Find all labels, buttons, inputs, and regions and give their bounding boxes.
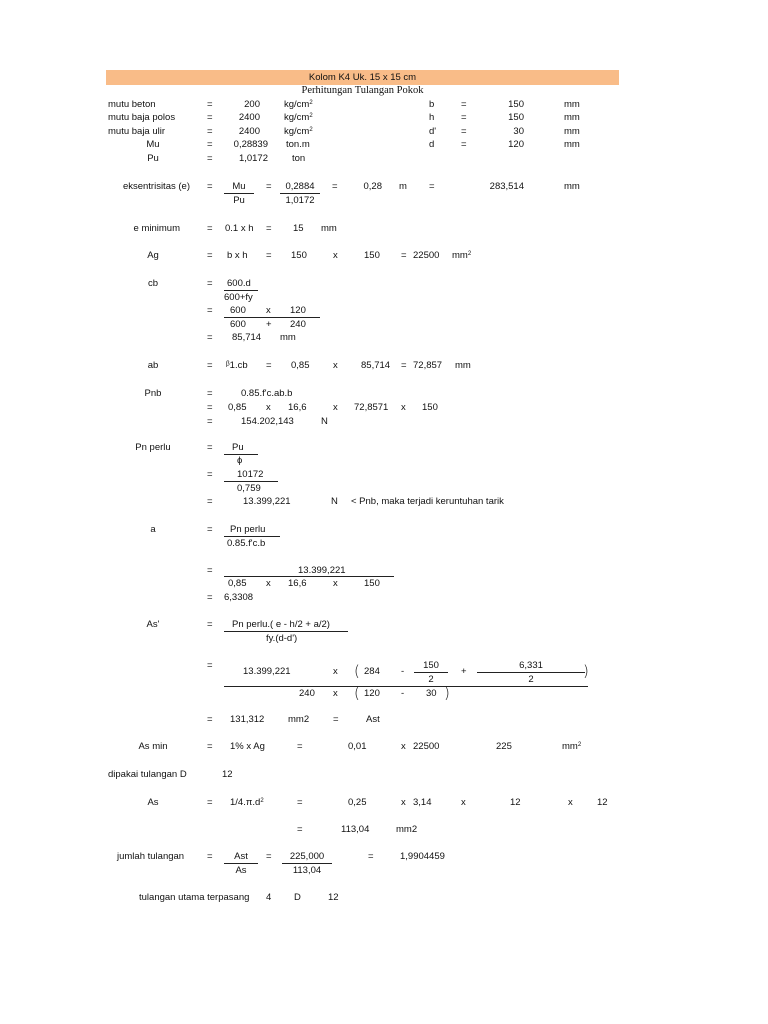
open-paren: ( [354,662,360,680]
fraction-line [224,481,278,482]
ab-cb: 85,714 [361,360,391,371]
cb-unit: mm [280,332,296,343]
cb-num: 600.d [227,278,251,289]
pn-num-value: 10172 [237,469,264,480]
eq-sign: = [207,153,213,164]
fraction-line [414,672,448,673]
emin-formula: 0.1 x h [225,223,254,234]
as-pi: 3,14 [413,797,432,808]
jumlah-num: Ast [234,851,248,862]
times-sign: x [333,360,338,371]
d-prime-value: 30 [513,126,524,137]
eq-sign: = [333,714,339,725]
emin-value: 15 [293,223,304,234]
cb-den: 600+fy [224,292,253,303]
eq-sign: = [461,126,467,137]
as-d2: 12 [597,797,608,808]
pnb-v3: 72,8571 [354,402,389,413]
ecc-den-value: 1,0172 [285,195,315,206]
times-sign: x [333,402,338,413]
eq-sign: = [461,139,467,150]
asmin-pct: 0,01 [348,741,367,752]
open-paren: ( [354,684,360,702]
ast-label: Ast [366,714,380,725]
pnb-formula: 0.85.f'c.ab.b [241,388,293,399]
jumlah-den-value: 113,04 [292,865,322,876]
eq-sign: = [207,524,213,535]
times-sign: x [461,797,466,808]
fy-ulir-value: 2400 [238,126,260,137]
as-prime-unit: mm2 [288,714,310,725]
eq-sign: = [207,565,213,576]
ag-label: Ag [147,250,159,261]
jumlah-num-value: 225,000 [289,851,325,862]
d-unit: mm [564,139,580,150]
asmin-unit: $mm^2$ [562,741,582,752]
asmin-formula: 1% x Ag [230,741,265,752]
as-prime-num: Pn perlu.( e - h/2 + a/2) [232,619,330,630]
pn-result: 13.399,221 [243,496,291,507]
cb-label: cb [147,278,159,289]
eq-sign: = [207,660,213,671]
times-sign: x [266,578,271,589]
d-prime-label: d' [429,126,437,137]
fy-polos-unit: $kg/cm^2$ [284,112,313,123]
title-bar [106,70,619,85]
times-sign: x [333,688,338,699]
eq-sign: = [207,223,213,234]
terpasang-diameter: 12 [328,892,339,903]
eq-sign: = [207,592,213,603]
plus-sign: + [461,666,467,677]
pn-note: < Pnb, maka terjadi keruntuhan tarik [351,496,504,507]
fraction-line [477,672,585,673]
eq-sign: = [207,797,213,808]
eq-sign: = [207,496,213,507]
as-prime-dp: 30 [426,688,437,699]
emin-unit: mm [321,223,337,234]
eq-sign: = [207,442,213,453]
cb-den-1: 600 [230,319,246,330]
eq-sign: = [207,402,213,413]
pn-den-value: 0,759 [237,483,261,494]
eq-sign: = [207,469,213,480]
ag-formula: b x h [227,250,248,261]
times-sign: x [401,797,406,808]
eq-sign: = [461,99,467,110]
as-quarter: 0,25 [348,797,367,808]
close-paren: ) [444,684,450,702]
eq-sign: = [297,824,303,835]
b-unit: mm [564,99,580,110]
a-num-value: 13.399,221 [298,565,346,576]
a-den: 0.85.f'c.b [227,538,266,549]
ecc-result-m: 0,28 [363,181,382,192]
terpasang-count: 4 [266,892,272,903]
d-value: 120 [508,139,524,150]
close-paren: ) [583,662,589,680]
eq-sign: = [207,416,213,427]
fraction-line [224,576,394,577]
eq-sign: = [401,360,407,371]
mu-label: Mu [146,139,160,150]
mu-unit: ton.m [286,139,310,150]
h-value: 150 [508,112,524,123]
eq-sign: = [207,126,213,137]
cb-den-2: 240 [290,319,306,330]
a-label: a [150,524,156,535]
pu-label: Pu [147,153,159,164]
ab-unit: mm [455,360,471,371]
times-sign: x [333,578,338,589]
fraction-line [224,631,348,632]
eq-sign: = [332,181,338,192]
as-prime-fy: 240 [299,688,315,699]
as-prime-result: 131,312 [230,714,265,725]
fy-polos-label: mutu baja polos [108,112,176,123]
fraction-line [282,863,332,864]
eq-sign: = [266,851,272,862]
as-prime-den: fy.(d-d') [266,633,298,644]
h-label: h [429,112,435,123]
plus-sign: + [266,319,272,330]
eq-sign: = [266,250,272,261]
eq-sign: = [266,360,272,371]
cb-num-2: 120 [290,305,306,316]
eq-sign: = [368,851,374,862]
times-sign: x [568,797,573,808]
eq-sign: = [207,360,213,371]
eq-sign: = [207,388,213,399]
ag-result: 22500 [413,250,440,261]
ab-label: ab [147,360,159,371]
pn-unit: N [331,496,338,507]
eq-sign: = [297,741,303,752]
as-result: 113,04 [341,824,370,835]
as-formula: $1/4.\pi.d^2$ [230,797,264,808]
eq-sign: = [207,112,213,123]
eq-sign: = [266,181,272,192]
times-sign: x [333,250,338,261]
asmin-label: As min [138,741,168,752]
eq-sign: = [207,332,213,343]
ag-b: 150 [291,250,307,261]
fy-ulir-label: mutu baja ulir [108,126,166,137]
ag-unit: $mm^2$ [452,250,472,261]
times-sign: x [401,741,406,752]
ecc-result-mm: 283,514 [489,181,524,192]
pn-num: Pu [232,442,244,453]
a-den-2: 16,6 [288,578,307,589]
fraction-line [224,863,258,864]
d-label: d [429,139,435,150]
ecc-unit-m: m [399,181,407,192]
times-sign: x [266,305,271,316]
times-sign: x [401,402,406,413]
pnb-v2: 16,6 [288,402,307,413]
a-result: 6,3308 [224,592,254,603]
jumlah-label: jumlah tulangan [117,851,185,862]
pn-label: Pn perlu [135,442,171,453]
d-prime-unit: mm [564,126,580,137]
fy-polos-value: 2400 [238,112,260,123]
as-d1: 12 [510,797,521,808]
emin-label: e minimum [133,223,180,234]
pnb-result: 154.202,143 [241,416,294,427]
fraction-line [280,193,320,194]
fraction-line [224,193,254,194]
pn-den: ɸ [237,455,243,466]
as-prime-pn: 13.399,221 [243,666,291,677]
jumlah-result: 1,9904459 [400,851,445,862]
pnb-unit: N [321,416,328,427]
eq-sign: = [207,181,213,192]
page-subtitle: Perhitungan Tulangan Pokok [301,85,424,96]
ab-formula: ᵝ1.cb [226,360,248,371]
eq-sign: = [207,851,213,862]
tulangan-label: dipakai tulangan D [108,769,187,780]
b-label: b [429,99,435,110]
tulangan-diameter: 12 [222,769,233,780]
fc-value: 200 [244,99,260,110]
fc-label: mutu beton [108,99,156,110]
h-unit: mm [564,112,580,123]
fraction-line [224,317,320,318]
as-prime-h: 150 [423,660,439,671]
eq-sign: = [207,99,213,110]
b-value: 150 [508,99,524,110]
ecc-label: eksentrisitas (e) [122,181,190,192]
fraction-line [224,536,280,537]
page-title: Kolom K4 Uk. 15 x 15 cm [308,72,417,83]
eq-sign: = [207,305,213,316]
eq-sign: = [461,112,467,123]
fy-ulir-unit: $kg/cm^2$ [284,126,313,137]
fraction-line [224,290,258,291]
eq-sign: = [297,797,303,808]
fc-unit: $kg/cm^2$ [284,99,313,110]
eq-sign: = [207,139,213,150]
ecc-den: Pu [233,195,245,206]
minus-sign: - [401,666,405,677]
asmin-result: 225 [496,741,512,752]
as-prime-d: 120 [364,688,380,699]
eq-sign: = [207,741,213,752]
terpasang-d: D [294,892,301,903]
cb-num-1: 600 [230,305,246,316]
pnb-v1: 0,85 [228,402,247,413]
eq-sign: = [207,250,213,261]
cb-result: 85,714 [232,332,262,343]
ag-h: 150 [364,250,380,261]
as-prime-a: 6,331 [519,660,543,671]
eq-sign: = [401,250,407,261]
eq-sign: = [207,714,213,725]
ecc-unit-mm: mm [564,181,580,192]
times-sign: x [333,666,338,677]
pu-value: 1,0172 [238,153,268,164]
times-sign: x [266,402,271,413]
a-den-1: 0,85 [228,578,247,589]
a-num: Pn perlu [230,524,266,535]
jumlah-den: As [235,865,247,876]
eq-sign: = [207,619,213,630]
as-prime-e: 284 [364,666,380,677]
fraction-line [224,686,588,687]
pnb-v4: 150 [422,402,438,413]
ecc-num: Mu [232,181,246,192]
a-den-3: 150 [364,578,380,589]
eq-sign: = [207,278,213,289]
minus-sign: - [401,688,405,699]
as-prime-label: As' [146,619,160,630]
as-label: As [147,797,159,808]
ab-beta: 0,85 [291,360,310,371]
ab-result: 72,857 [413,360,443,371]
pu-unit: ton [292,153,306,164]
terpasang-label: tulangan utama terpasang [139,892,250,903]
pnb-label: Pnb [144,388,162,399]
as-prime-two: 2 [528,674,534,685]
ecc-num-value: 0,2884 [285,181,315,192]
as-prime-two: 2 [428,674,434,685]
asmin-ag: 22500 [413,741,440,752]
mu-value: 0,28839 [233,139,268,150]
eq-sign: = [266,223,272,234]
eq-sign: = [429,181,435,192]
as-unit: mm2 [396,824,418,835]
